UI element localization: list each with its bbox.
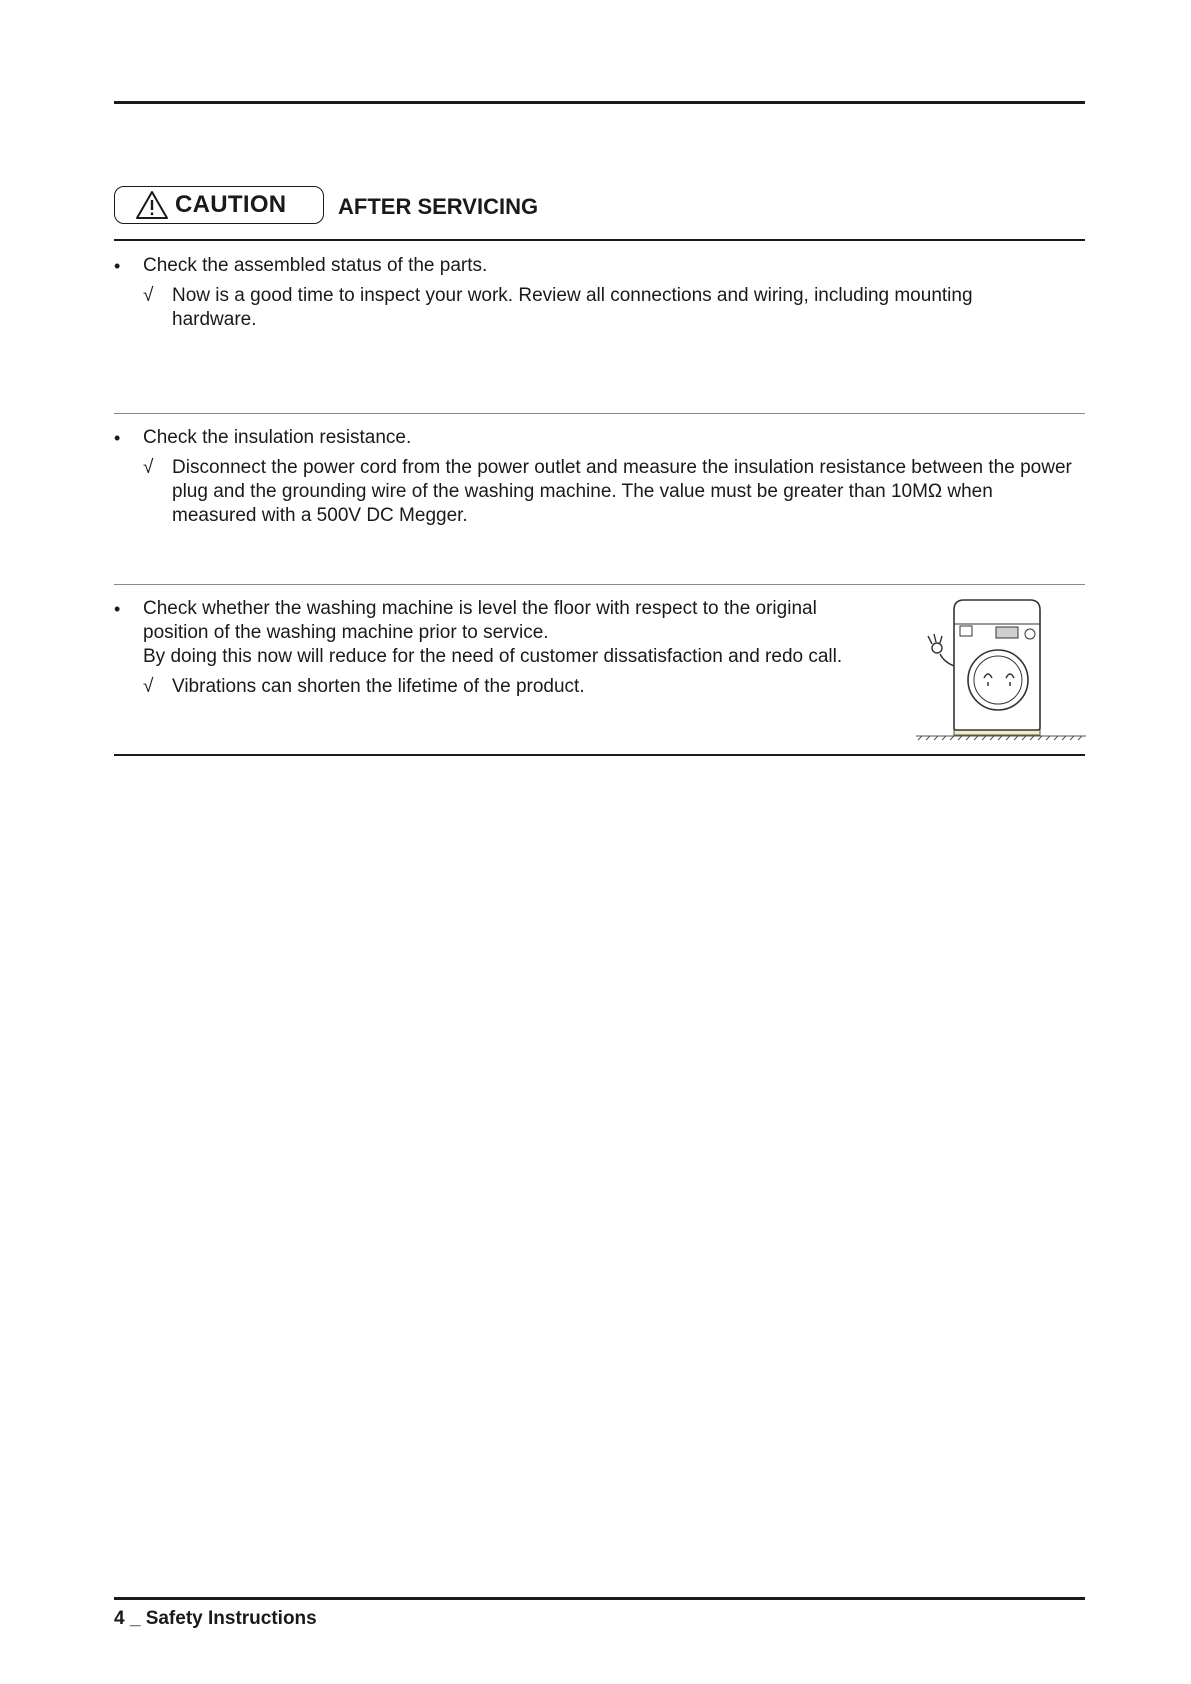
warning-triangle-icon bbox=[135, 190, 169, 220]
check-mark: √ bbox=[143, 457, 154, 478]
list-item bbox=[114, 597, 884, 699]
check-mark: √ bbox=[143, 285, 154, 306]
list-item bbox=[114, 426, 1074, 528]
list-item bbox=[114, 254, 1014, 332]
bullet-text bbox=[143, 597, 884, 669]
bullet-text-extra: By doing this now will reduce for the need of customer dissatisfaction and redo call. bbox=[143, 646, 843, 667]
sub-text: Disconnect the power cord from the power outlet and measure the insulation resistance between the power plug and the grounding wire of the washing machine. The value must be greater than 10MΩ when measured with a 500V DC Megger. bbox=[172, 457, 1072, 526]
ok-hand-icon bbox=[928, 634, 954, 666]
caution-badge bbox=[114, 186, 324, 224]
header-rule bbox=[114, 239, 1085, 241]
sub-text: Now is a good time to inspect your work. Review all connections and wiring, including mounting hardware. bbox=[172, 285, 973, 330]
bullet-text: Check the assembled status of the parts. bbox=[143, 255, 488, 276]
sub-line bbox=[114, 675, 884, 699]
bullet-line bbox=[114, 254, 1014, 278]
bullet: • bbox=[114, 428, 121, 448]
floor-hatch-icon bbox=[916, 736, 1086, 740]
divider bbox=[114, 584, 1085, 585]
divider bbox=[114, 413, 1085, 414]
top-rule bbox=[114, 101, 1085, 104]
sub-line bbox=[114, 284, 1014, 332]
check-mark: √ bbox=[143, 676, 154, 697]
bullet-line bbox=[114, 426, 1074, 450]
washing-machine-illustration bbox=[914, 596, 1090, 744]
section-title: AFTER SERVICING bbox=[338, 194, 539, 219]
page-footer: 4 _ Safety Instructions bbox=[114, 1608, 317, 1629]
footer-rule bbox=[114, 1597, 1085, 1600]
sub-line bbox=[114, 456, 1074, 528]
bullet: • bbox=[114, 256, 121, 276]
bullet-text: Check the insulation resistance. bbox=[143, 427, 412, 448]
bullet-text-main: Check whether the washing machine is level the floor with respect to the original position of the washing machine prior to service. bbox=[143, 598, 817, 643]
caution-label: CAUTION bbox=[175, 191, 287, 218]
bullet: • bbox=[114, 599, 121, 619]
bottom-rule bbox=[114, 754, 1085, 756]
bullet-line bbox=[114, 597, 884, 669]
sub-text: Vibrations can shorten the lifetime of the product. bbox=[172, 676, 585, 697]
